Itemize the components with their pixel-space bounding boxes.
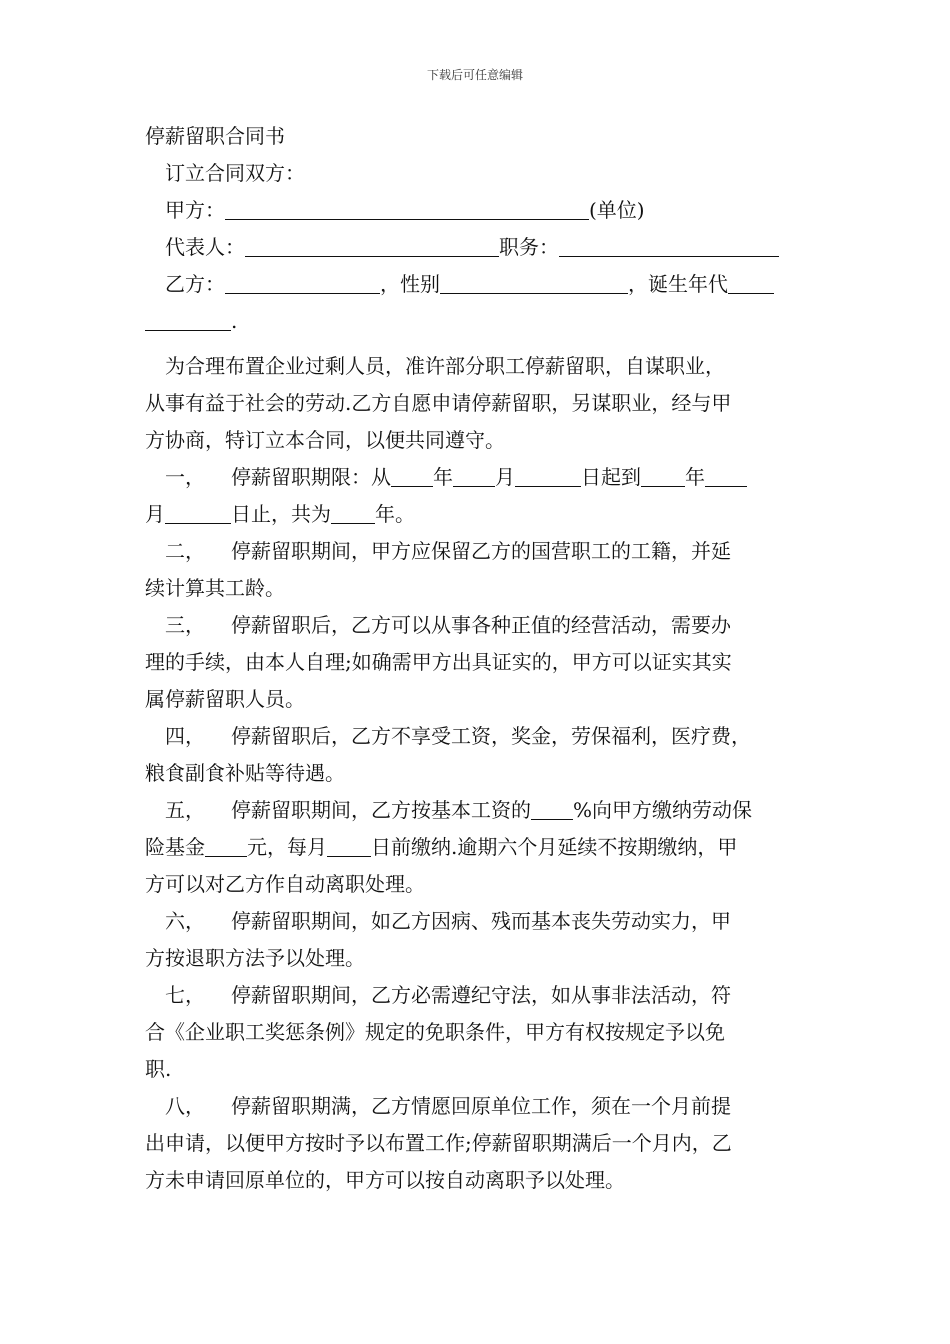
party-a-blank: [225, 197, 589, 220]
clause-7: 七， 停薪留职期间，乙方必需遵纪守法，如从事非法活动，符 合《企业职工奖惩条例》规定的免职条件，甲方有权按规定予以免 职.: [145, 983, 731, 1081]
preamble: 为合理布置企业过剩人员，准许部分职工停薪留职，自谋职业， 从事有益于社会的劳动.乙方自愿申请停薪留职，另谋职业，经与甲 方协商，特订立本合同，以便共同遵守。: [145, 354, 732, 452]
clause-5: 五， 停薪留职期间，乙方按基本工资的 %向甲方缴纳劳动保 险基金 元，每月 日前缴纳.逾期六个月延续不按期缴纳，甲 方可以对乙方作自动离职处理。: [145, 798, 753, 896]
position-blank: [559, 234, 779, 257]
clause-4: 四， 停薪留职后，乙方不享受工资，奖金，劳保福利，医疗费， 粮食副食补贴等待遇。: [145, 724, 751, 785]
party-b-blank: [225, 271, 380, 294]
header-note: 下载后可任意编辑: [426, 68, 523, 82]
birth-continuation-line: .: [145, 303, 835, 340]
clause-1: 一， 停薪留职期限：从 年 月 日起到 年 月 日止，共为 年。: [145, 459, 835, 533]
clause-2: 二， 停薪留职期间，甲方应保留乙方的国营职工的工籍，并延 续计算其工龄。: [145, 539, 731, 600]
contract-body: [145, 118, 835, 1199]
party-a-line: 甲方： (单位): [165, 198, 645, 222]
birth-blank: [728, 271, 774, 294]
representative-line: 代表人： 职务：: [145, 229, 835, 266]
representative-blank: [245, 234, 499, 257]
birth-blank-cont: [145, 308, 231, 331]
clause-3: 三， 停薪留职后，乙方可以从事各种正值的经营活动，需要办 理的手续，由本人自理;如确需甲方出具证实的，甲方可以证实其实 属停薪留职人员。: [145, 613, 732, 711]
party-b-line: 乙方： ，性别 ，诞生年代: [145, 266, 835, 303]
parties-intro: 订立合同双方：: [165, 161, 305, 185]
clause-8: 八， 停薪留职期满，乙方情愿回原单位工作，须在一个月前提 出申请，以便甲方按时予以布置工作;停薪留职期满后一个月内，乙 方未申请回原单位的，甲方可以按自动离职予以处理。: [145, 1094, 732, 1192]
document-title: 停薪留职合同书: [145, 124, 285, 148]
gender-blank: [440, 271, 628, 294]
clause-6: 六， 停薪留职期间，如乙方因病、残而基本丧失劳动实力，甲 方按退职方法予以处理。: [145, 909, 731, 970]
